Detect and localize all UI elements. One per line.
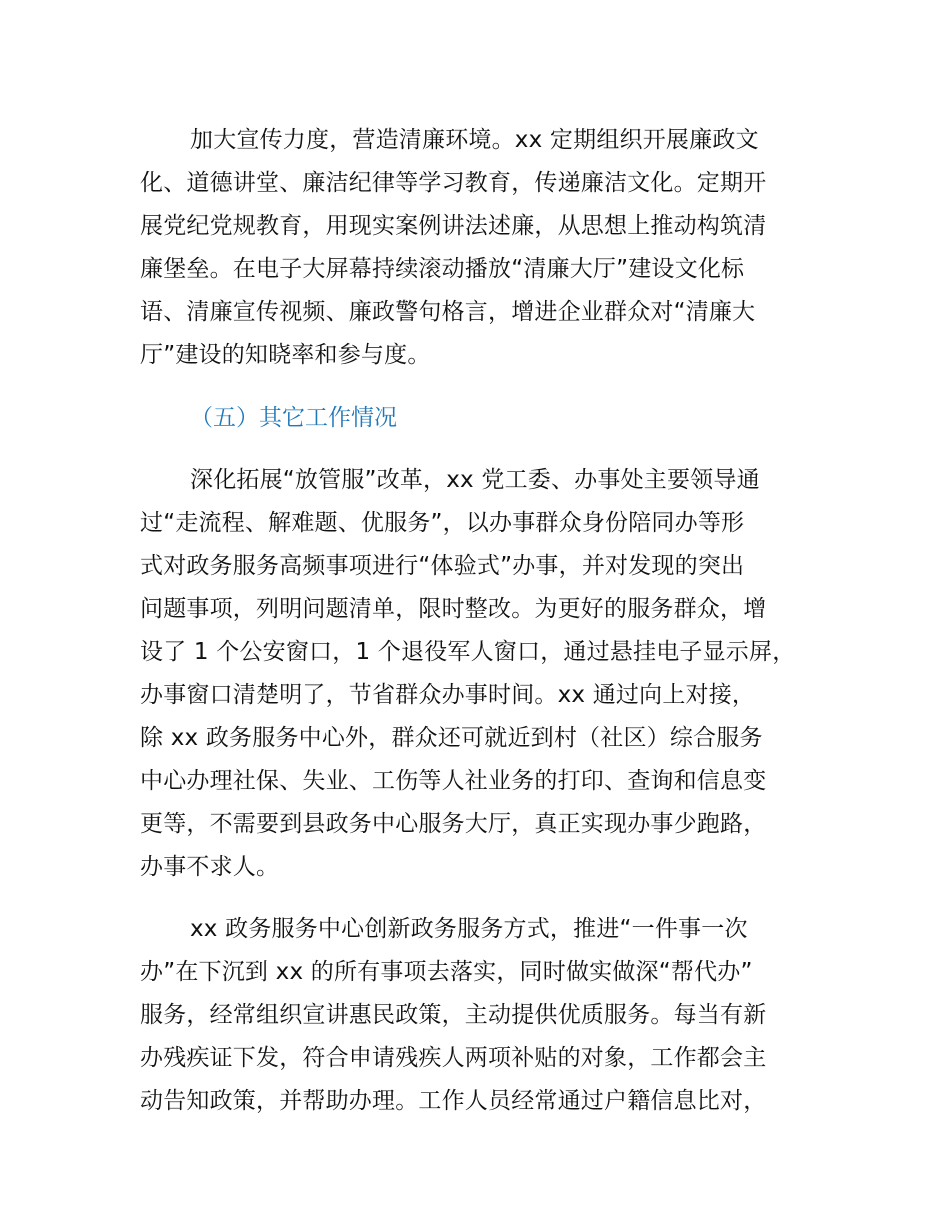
text-line: 语、清廉宣传视频、廉政警句格言，增进企业群众对“清廉大	[140, 299, 756, 325]
text-line: xx 政务服务中心创新政务服务方式，推进“一件事一次	[190, 916, 748, 942]
text-line: 加大宣传力度，营造清廉环境。xx 定期组织开展廉政文	[190, 127, 759, 153]
text-line: 式对政务服务高频事项进行“体验式”办事，并对发现的突出	[140, 553, 745, 579]
text-line: 化、道德讲堂、廉洁纪律等学习教育，传递廉洁文化。定期开	[140, 170, 767, 196]
text-line: 设了 1 个公安窗口，1 个退役军人窗口，通过悬挂电子显示屏，	[140, 639, 796, 665]
text-line: 服务，经常组织宣讲惠民政策，主动提供优质服务。每当有新	[140, 1002, 767, 1028]
text-line: 办残疾证下发，符合申请残疾人两项补贴的对象，工作都会主	[140, 1045, 767, 1071]
text-line: 问题事项，列明问题清单，限时整改。为更好的服务群众，增	[140, 596, 767, 622]
text-line: 动告知政策，并帮助办理。工作人员经常通过户籍信息比对，	[140, 1088, 767, 1114]
section-heading: （五）其它工作情况	[190, 405, 397, 431]
text-line: 办事窗口清楚明了，节省群众办事时间。xx 通过向上对接，	[140, 682, 756, 708]
text-line: 深化拓展“放管服”改革，xx 党工委、办事处主要领导通	[190, 467, 760, 493]
text-line: 办”在下沉到 xx 的所有事项去落实，同时做实做深“帮代办”	[140, 959, 753, 985]
text-line: 展党纪党规教育，用现实案例讲法述廉，从思想上推动构筑清	[140, 213, 767, 239]
text-line: 过“走流程、解难题、优服务”，以办事群众身份陪同办等形	[140, 510, 745, 536]
text-line: 除 xx 政务服务中心外，群众还可就近到村（社区）综合服务	[140, 725, 763, 751]
text-line: 中心办理社保、失业、工伤等人社业务的打印、查询和信息变	[140, 768, 767, 794]
text-line: 更等，不需要到县政务中心服务大厅，真正实现办事少跑路，	[140, 811, 767, 837]
text-line: 办事不求人。	[140, 854, 280, 880]
text-line: 廉堡垒。在电子大屏幕持续滚动播放“清廉大厅”建设文化标	[140, 256, 745, 282]
text-line: 厅”建设的知晓率和参与度。	[140, 342, 431, 368]
